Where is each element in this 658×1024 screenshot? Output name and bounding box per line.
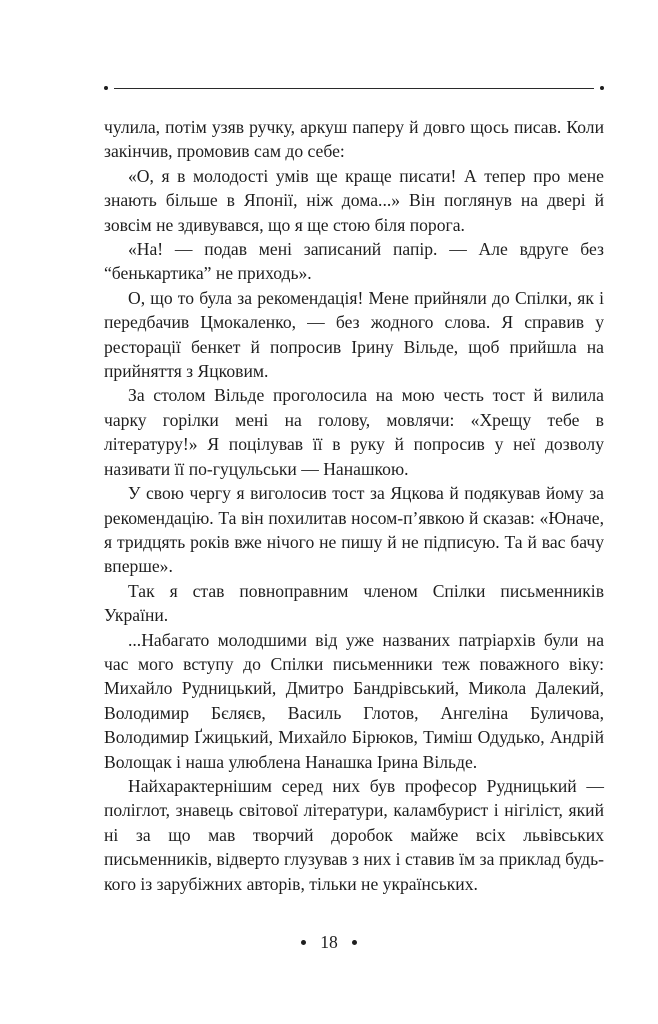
paragraph: О, що то була за рекомендація! Мене прийняли до Спілки, як і передбачив Цмокаленко, — без жодного слова. Я справив у ресторації бенкет й попросив Ірину Вільде, щоб прийшла на прийняття з Яцковим.	[104, 287, 604, 382]
paragraph-continuation: чулила, потім узяв ручку, аркуш паперу й довго щось писав. Коли закінчив, промовив сам до себе:	[104, 117, 604, 162]
header-rule-line	[114, 88, 594, 89]
page-folio	[0, 930, 658, 954]
header-rule-right-dot	[600, 86, 604, 90]
header-rule	[104, 85, 604, 93]
folio-right-bullet	[352, 940, 357, 945]
paragraph: Так я став повноправним членом Спілки письменників України.	[104, 580, 604, 626]
paragraph: «О, я в молодості умів ще краще писати! А тепер про мене знають більше в Японії, ніж дома...» Він поглянув на двері й зовсім не здивувався, що я ще стою біля порога.	[104, 165, 604, 235]
header-rule-left-dot	[104, 86, 108, 90]
paragraph: У свою чергу я виголосив тост за Яцкова й подякував йому за рекомендацію. Та він похилитав носом-п’явкою й сказав: «Юначе, я тридцять років вже нічого не пишу й не підписую. Та й вас бачу вперше».	[104, 483, 604, 577]
folio-left-bullet	[301, 940, 306, 945]
page-number: 18	[320, 932, 338, 952]
paragraph: «На! — подав мені записаний папір. — Але вдруге без “бенькартика” не приходь».	[104, 239, 604, 284]
paragraph: Найхарактернішим серед них був професор Рудницький — поліглот, знавець світової літератури, каламбурист і нігіліст, який ні за що мав творчий доробок майже всіх львівських письменників, відверто глузував з них і ставив їм за приклад будь-кого із зарубіжних авторів, тільки не українських.	[104, 775, 604, 894]
paragraph: За столом Вільде проголосила на мою честь тост й вилила чарку горілки мені на голову, мовлячи: «Хрещу тебе в літературу!» Я поцілував її в руку й попросив у неї дозволу називати її по-гуцульськи — Нанашкою.	[104, 385, 604, 479]
body-text	[104, 115, 604, 896]
paragraph: ...Набагато молодшими від уже названих патріархів були на час мого вступу до Спілки письменники теж поважного віку: Михайло Рудницький, Дмитро Бандрівський, Микола Далекий, Володимир Бєляєв, Василь Глотов, Ангеліна Буличова, Володимир Ґжицький, Михайло Бірюков, Тиміш Одудько, Андрій Волощак і наша улюблена Нанашка Ірина Вільде.	[104, 629, 604, 772]
